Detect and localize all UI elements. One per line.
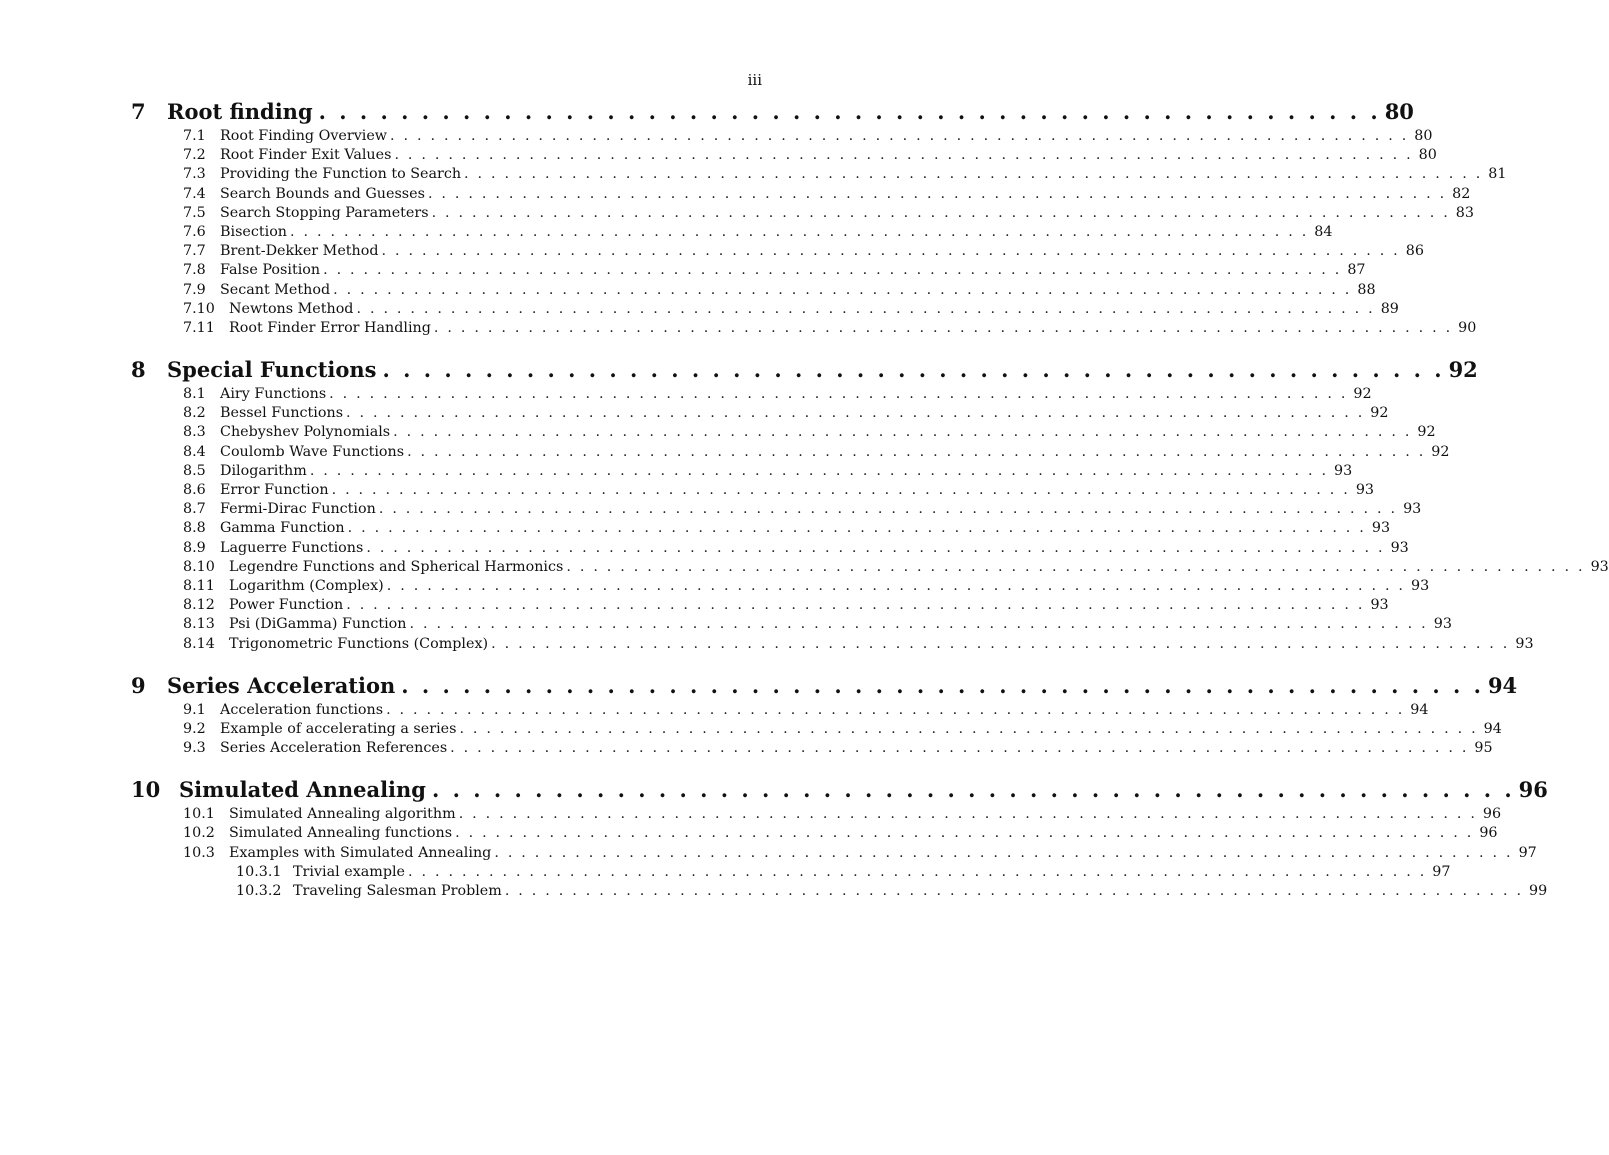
- toc-entry[interactable]: [131, 500, 1422, 519]
- toc-entry[interactable]: [131, 844, 1537, 863]
- section-title: Newtons Method: [229, 300, 354, 317]
- section-page: 93: [1433, 616, 1452, 633]
- chapter-heading[interactable]: [131, 357, 1478, 383]
- chapter-page: 80: [1384, 99, 1414, 124]
- dot-leader: . . . . . . . . . . . . . . . . . . . . . . . . . . . . . . . . . . . . . . . . . . . . . . . . . . . . . . . . . . . . . . . . . . . . . . . . . . . .: [464, 166, 1483, 183]
- toc-entry[interactable]: [131, 127, 1433, 146]
- section-page: 87: [1347, 262, 1366, 279]
- section-number: 7.10: [183, 300, 215, 317]
- section-number: 8.12: [183, 597, 215, 614]
- section-title: Simulated Annealing functions: [229, 825, 453, 842]
- section-number: 9.1: [183, 701, 206, 718]
- section-page: 92: [1370, 405, 1389, 422]
- dot-leader: . . . . . . . . . . . . . . . . . . . . . . . . . . . . . . . . . . . . . . . . . . . . . . . . . . . . . . . . . . . . . . . . . . . . . . . . . . . .: [433, 319, 1453, 336]
- section-page: 96: [1482, 806, 1502, 823]
- section-page: 93: [1355, 482, 1375, 498]
- section-page: 95: [1474, 740, 1493, 757]
- section-title: False Position: [220, 262, 321, 279]
- toc-entry[interactable]: [131, 615, 1452, 634]
- toc-entry[interactable]: [131, 701, 1429, 720]
- dot-leader: . . . . . . . . . . . . . . . . . . . . . . . . . . . . . . . . . . . . . . . . . . . . . . . . . . . . . . . . . . . . . . . . . . . . . . . . . . . .: [494, 844, 1513, 861]
- section-list: [131, 805, 1548, 901]
- toc-subentry[interactable]: [131, 863, 1451, 882]
- toc-subentry[interactable]: [131, 882, 1548, 901]
- chapter-heading[interactable]: [131, 672, 1518, 699]
- dot-leader: . . . . . . . . . . . . . . . . . . . . . . . . . . . . . . . . . . . . . . . . . . . . . . . . . . . . . . . . . . . . . . . . . . . . . . . . . . . .: [331, 482, 1351, 498]
- section-page: 88: [1357, 281, 1376, 298]
- toc-entry[interactable]: [131, 185, 1471, 204]
- section-title: Providing the Function to Search: [220, 166, 462, 183]
- section-title: Search Stopping Parameters: [220, 204, 429, 221]
- section-title: Simulated Annealing algorithm: [229, 806, 456, 823]
- section-page: 82: [1452, 185, 1471, 202]
- section-number: 7.9: [183, 281, 206, 298]
- section-title: Root Finder Exit Values: [220, 147, 392, 164]
- dot-leader: . . . . . . . . . . . . . . . . . . . . . . . . . . . . . . . . . . . . . . . . . . . . . . . . . . . . . . . . . . . . . . . . . . . . . . . . . . . .: [347, 520, 1367, 537]
- section-title: Psi (DiGamma) Function: [229, 616, 407, 633]
- dot-leader: . . . . . . . . . . . . . . . . . . . . . . . . . . . . . . . . . . . . . . . . . . . . . . . . . . . . . . . . . . . . . . . . . . . . . . . . . . . .: [333, 281, 1352, 298]
- dot-leader: . . . . . . . . . . . . . . . . . . . . . . . . . . . . . . . . . . . . . . . . . . . . . . . . . . . . . . . . . . . . . . . . . . . . . . . . . . . .: [393, 424, 1412, 441]
- section-number: 8.2: [183, 405, 206, 422]
- section-number: 8.13: [183, 616, 215, 633]
- toc-entry[interactable]: [131, 204, 1474, 223]
- section-page: 93: [1334, 462, 1353, 479]
- section-number: 7.6: [183, 223, 206, 240]
- section-title: Laguerre Functions: [220, 539, 364, 556]
- toc-entry[interactable]: [131, 423, 1436, 442]
- subsection-page: 99: [1529, 883, 1548, 899]
- section-page: 80: [1414, 128, 1433, 144]
- dot-leader: . . . . . . . . . . . . . . . . . . . . . . . . . . . . . . . . . . . . . . . . . . . . . . . . . . . .: [318, 99, 1381, 124]
- toc-entry[interactable]: [131, 242, 1424, 261]
- section-page: 93: [1403, 501, 1422, 518]
- dot-leader: . . . . . . . . . . . . . . . . . . . . . . . . . . . . . . . . . . . . . . . . . . . . . . . . . . . . . . . . . . . . . . . . . . . . . . . . . . . .: [366, 539, 1385, 556]
- section-page: 94: [1410, 701, 1429, 718]
- section-page: 94: [1483, 720, 1502, 737]
- section-number: 8.6: [183, 482, 206, 498]
- dot-leader: . . . . . . . . . . . . . . . . . . . . . . . . . . . . . . . . . . . . . . . . . . . . . . . . . . . . . . . . . . . . . . . . . . . . . . . . . . . .: [386, 701, 1405, 718]
- section-title: Brent-Dekker Method: [220, 243, 379, 260]
- dot-leader: . . . . . . . . . . . . . . . . . . . . . . . . . . . . . . . . . . . . . . . . . . . . . . . . . . . . . . . . . . . . . . . . . . . . . . . . . . . .: [323, 262, 1342, 279]
- section-page: 93: [1371, 520, 1391, 537]
- toc-entry[interactable]: [131, 165, 1507, 184]
- section-list: [131, 701, 1502, 759]
- section-number: 7.4: [183, 185, 206, 202]
- chapter-title: Series Acceleration: [167, 672, 396, 698]
- dot-leader: . . . . . . . . . . . . . . . . . . . . . . . . . . . . . . . . . . . . . . . . . . . . . . . . . . . . . . . . . . . . . . . . . . . . . . . . . . . .: [386, 577, 1406, 594]
- section-title: Error Function: [220, 482, 329, 498]
- section-number: 7.11: [183, 319, 215, 336]
- chapter-page: 94: [1487, 672, 1518, 698]
- chapter-page: 96: [1518, 777, 1548, 803]
- dot-leader: . . . . . . . . . . . . . . . . . . . . . . . . . . . . . . . . . . . . . . . . . . . . . . . . . . . . .: [401, 672, 1484, 698]
- section-title: Root Finder Error Handling: [229, 319, 431, 336]
- toc-entry[interactable]: [131, 385, 1372, 404]
- chapter-heading[interactable]: [131, 99, 1414, 125]
- section-number: 7.8: [183, 262, 206, 279]
- section-title: Acceleration functions: [220, 701, 384, 718]
- section-page: 93: [1390, 539, 1409, 556]
- section-title: Airy Functions: [220, 386, 327, 403]
- section-page: 84: [1314, 223, 1333, 240]
- dot-leader: . . . . . . . . . . . . . . . . . . . . . . . . . . . . . . . . . . . . . . . . . . . . . . . . . . . . . . . . . . . . . . . . . . . . . . . . . . . .: [455, 825, 1474, 842]
- toc-entry[interactable]: [131, 481, 1375, 500]
- chapter-heading[interactable]: [131, 777, 1548, 803]
- section-title: Chebyshev Polynomials: [220, 424, 391, 441]
- table-of-contents: [131, 99, 1609, 901]
- section-number: 8.3: [183, 424, 206, 441]
- dot-leader: . . . . . . . . . . . . . . . . . . . . . . . . . . . . . . . . . . . . . . . . . . . . . . . . . . . . . . . . . . . . . . . . . . . . . . . . . . . .: [427, 185, 1447, 202]
- section-number: 8.1: [183, 386, 206, 403]
- toc-entry[interactable]: [131, 146, 1437, 165]
- section-number: 8.10: [183, 558, 215, 575]
- dot-leader: . . . . . . . . . . . . . . . . . . . . . . . . . . . . . . . . . . . . . . . . . . . . . . . . . . . . . . . . . . . . . . . . . . . . . . . . . . . .: [450, 740, 1469, 757]
- section-number: 10.2: [183, 825, 215, 842]
- dot-leader: . . . . . . . . . . . . . . . . . . . . . . . . . . . . . . . . . . . . . . . . . . . . . . . . . . . . . . . . . . . . . . . . . . . . . . . . . . . .: [459, 720, 1478, 737]
- section-title: Bisection: [220, 223, 288, 240]
- section-title: Fermi-Dirac Function: [220, 501, 376, 518]
- section-page: 92: [1353, 386, 1372, 403]
- section-page: 89: [1380, 300, 1399, 317]
- section-page: 81: [1488, 166, 1507, 183]
- dot-leader: . . . . . . . . . . . . . . . . . . . . . . . . . . . . . . . . . . . . . . . . . . . . . . . . . . . . . . . . . . . . . . . . . . . . . . . . . . . .: [504, 883, 1524, 899]
- section-title: Example of accelerating a series: [220, 720, 457, 737]
- dot-leader: . . . . . . . . . . . . . . . . . . . . . . . . . . . . . . . . . . . . . . . . . . . . . . . . . . . . . . . . . . . . . . . . . . . . . . . . . . . .: [407, 443, 1426, 460]
- subsection-number: 10.3.2: [236, 883, 282, 899]
- toc-entry[interactable]: [131, 720, 1502, 739]
- section-page: 92: [1417, 424, 1436, 441]
- dot-leader: . . . . . . . . . . . . . . . . . . . . . . . . . . . . . . . . . . . . . . . . . . . . . . . . . . . . . . . . . . . . . . . . . . . . . . . . . . . .: [356, 300, 1375, 317]
- dot-leader: . . . . . . . . . . . . . . . . . . . . . . . . . . . . . . . . . . . . . . . . . . . . . . . . . . . . . . . . . . . . . . . . . . . . . . . . . . . .: [458, 806, 1478, 823]
- section-page: 80: [1418, 147, 1437, 164]
- subsection-title: Trivial example: [293, 863, 406, 880]
- section-title: Coulomb Wave Functions: [220, 443, 405, 460]
- dot-leader: . . . . . . . . . . . . . . . . . . . . . . . . . . . . . . . . . . . . . . . . . . . . . . . . . . . . .: [431, 777, 1515, 803]
- toc-entry[interactable]: [131, 539, 1409, 558]
- section-number: 7.3: [183, 166, 206, 183]
- toc-entry[interactable]: [131, 519, 1391, 538]
- chapter-number: 8: [131, 357, 146, 383]
- section-title: Logarithm (Complex): [229, 577, 384, 594]
- section-number: 7.1: [183, 128, 206, 144]
- section-number: 8.14: [183, 635, 215, 652]
- toc-entry[interactable]: [131, 404, 1389, 423]
- toc-entry[interactable]: [131, 635, 1534, 654]
- section-list: [131, 385, 1609, 654]
- toc-entry[interactable]: [131, 805, 1502, 824]
- chapter-number: 7: [131, 99, 146, 124]
- section-number: 8.4: [183, 443, 206, 460]
- section-title: Trigonometric Functions (Complex): [229, 635, 489, 652]
- toc-entry[interactable]: [131, 462, 1353, 481]
- chapter-title: Simulated Annealing: [179, 777, 426, 803]
- dot-leader: . . . . . . . . . . . . . . . . . . . . . . . . . . . . . . . . . . . . . . . . . . . . . . . . . . . . . . . . . . . . . . . . . . . . . . . . . . . .: [566, 558, 1585, 575]
- section-page: 90: [1458, 319, 1477, 336]
- section-number: 8.5: [183, 462, 206, 479]
- section-number: 8.8: [183, 520, 206, 537]
- section-number: 10.1: [183, 806, 215, 823]
- dot-leader: . . . . . . . . . . . . . . . . . . . . . . . . . . . . . . . . . . . . . . . . . . . . . . . . . . . . . . . . . . . . . . . . . . . . . . . . . . . .: [381, 243, 1400, 260]
- section-page: 93: [1410, 577, 1430, 594]
- section-page: 96: [1479, 825, 1498, 842]
- dot-leader: . . . . . . . . . . . . . . . . . . . . . . . . . . . . . . . . . . . . . . . . . . . . . . . . . . . . . . . . . . . . . . . . . . . . . . . . . . . .: [309, 462, 1329, 479]
- dot-leader: . . . . . . . . . . . . . . . . . . . . . . . . . . . . . . . . . . . . . . . . . . . . . . . . . . . . . . . . . . . . . . . . . . . . . . . . . . . .: [491, 635, 1510, 652]
- toc-entry[interactable]: [131, 281, 1376, 300]
- toc-entry[interactable]: [131, 824, 1498, 843]
- section-page: 93: [1590, 558, 1609, 575]
- section-title: Root Finding Overview: [220, 128, 388, 144]
- section-title: Series Acceleration References: [220, 740, 448, 757]
- chapter-number: 10: [131, 777, 161, 803]
- section-title: Dilogarithm: [220, 462, 307, 479]
- section-page: 86: [1405, 243, 1424, 260]
- chapter-title: Special Functions: [167, 357, 377, 383]
- toc-entry[interactable]: [131, 739, 1493, 758]
- chapter-page: 92: [1448, 357, 1478, 383]
- chapter-number: 9: [131, 672, 146, 698]
- dot-leader: . . . . . . . . . . . . . . . . . . . . . . . . . . . . . . . . . . . . . . . . . . . . . . . . . . . . . . . . . . . . . . . . . . . . . . . . . . . .: [329, 386, 1348, 403]
- section-title: Examples with Simulated Annealing: [229, 844, 492, 861]
- section-number: 8.9: [183, 539, 206, 556]
- toc-entry[interactable]: [131, 261, 1366, 280]
- subsection-number: 10.3.1: [236, 863, 282, 880]
- section-number: 10.3: [183, 844, 215, 861]
- section-title: Secant Method: [220, 281, 331, 298]
- dot-leader: . . . . . . . . . . . . . . . . . . . . . . . . . . . . . . . . . . . . . . . . . . . . . . . . . . . . . . . . . . . . . . . . . . . . . . . . . . . .: [346, 597, 1365, 614]
- section-title: Bessel Functions: [220, 405, 344, 422]
- toc-entry[interactable]: [131, 300, 1399, 319]
- toc-entry[interactable]: [131, 558, 1609, 577]
- section-number: 9.2: [183, 720, 206, 737]
- section-title: Power Function: [229, 597, 344, 614]
- section-number: 7.7: [183, 243, 206, 260]
- dot-leader: . . . . . . . . . . . . . . . . . . . . . . . . . . . . . . . . . . . . . . . . . . . . . . . . . . . .: [382, 357, 1445, 383]
- section-number: 7.2: [183, 147, 206, 164]
- subsection-title: Traveling Salesman Problem: [293, 883, 502, 899]
- dot-leader: . . . . . . . . . . . . . . . . . . . . . . . . . . . . . . . . . . . . . . . . . . . . . . . . . . . . . . . . . . . . . . . . . . . . . . . . . . . .: [378, 501, 1398, 518]
- section-page: 92: [1431, 443, 1450, 460]
- dot-leader: . . . . . . . . . . . . . . . . . . . . . . . . . . . . . . . . . . . . . . . . . . . . . . . . . . . . . . . . . . . . . . . . . . . . . . . . . . . .: [408, 863, 1427, 880]
- dot-leader: . . . . . . . . . . . . . . . . . . . . . . . . . . . . . . . . . . . . . . . . . . . . . . . . . . . . . . . . . . . . . . . . . . . . . . . . . . . .: [290, 223, 1309, 240]
- dot-leader: . . . . . . . . . . . . . . . . . . . . . . . . . . . . . . . . . . . . . . . . . . . . . . . . . . . . . . . . . . . . . . . . . . . . . . . . . . . .: [394, 147, 1413, 164]
- dot-leader: . . . . . . . . . . . . . . . . . . . . . . . . . . . . . . . . . . . . . . . . . . . . . . . . . . . . . . . . . . . . . . . . . . . . . . . . . . . .: [390, 128, 1409, 144]
- dot-leader: . . . . . . . . . . . . . . . . . . . . . . . . . . . . . . . . . . . . . . . . . . . . . . . . . . . . . . . . . . . . . . . . . . . . . . . . . . . .: [409, 616, 1428, 633]
- toc-entry[interactable]: [131, 443, 1450, 462]
- section-page: 83: [1455, 204, 1474, 221]
- section-number: 8.7: [183, 501, 206, 518]
- section-list: [131, 127, 1507, 338]
- dot-leader: . . . . . . . . . . . . . . . . . . . . . . . . . . . . . . . . . . . . . . . . . . . . . . . . . . . . . . . . . . . . . . . . . . . . . . . . . . . .: [346, 405, 1365, 422]
- section-title: Legendre Functions and Spherical Harmonics: [229, 558, 564, 575]
- dot-leader: . . . . . . . . . . . . . . . . . . . . . . . . . . . . . . . . . . . . . . . . . . . . . . . . . . . . . . . . . . . . . . . . . . . . . . . . . . . .: [431, 204, 1450, 221]
- section-page: 93: [1370, 597, 1389, 614]
- section-title: Search Bounds and Guesses: [220, 185, 425, 202]
- toc-entry[interactable]: [131, 577, 1430, 596]
- section-title: Gamma Function: [220, 520, 345, 537]
- chapter-title: Root finding: [167, 99, 313, 124]
- section-number: 8.11: [183, 577, 215, 594]
- toc-entry[interactable]: [131, 223, 1333, 242]
- toc-entry[interactable]: [131, 319, 1477, 338]
- page-number: iii: [747, 71, 762, 89]
- toc-entry[interactable]: [131, 596, 1389, 615]
- subsection-page: 97: [1432, 863, 1451, 880]
- section-number: 9.3: [183, 740, 206, 757]
- section-page: 97: [1518, 844, 1537, 861]
- section-page: 93: [1515, 635, 1534, 652]
- section-number: 7.5: [183, 204, 206, 221]
